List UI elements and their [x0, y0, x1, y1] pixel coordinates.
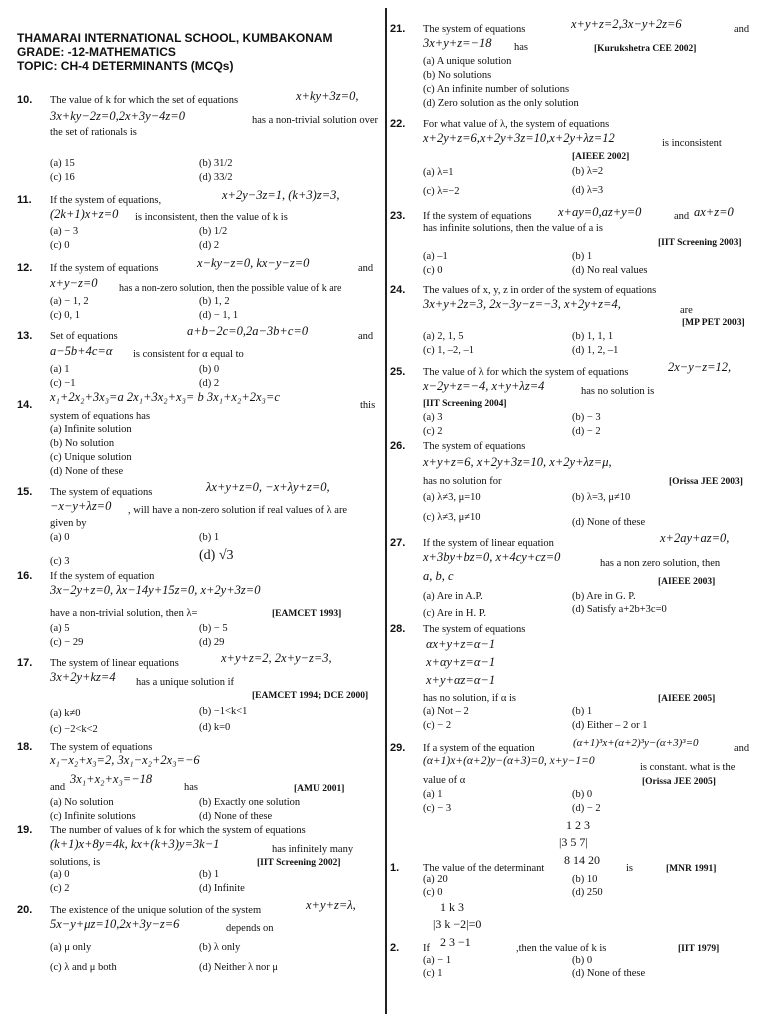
equation: a−5b+4c=α — [50, 344, 113, 358]
option-b: (b) 31/2 — [199, 158, 233, 169]
question-number: 16. — [17, 570, 33, 582]
question-text: and — [50, 782, 66, 793]
question-text: and — [358, 263, 374, 274]
option-b: (b) λ=2 — [572, 166, 604, 177]
option-c: (c) 1, –2, –1 — [423, 345, 475, 356]
question-number: 21. — [390, 23, 406, 35]
option-a: (a) λ=1 — [423, 167, 454, 178]
source-tag: [IIT Screening 2003] — [658, 238, 742, 248]
question-text: If the system of equations — [50, 263, 159, 274]
source-tag: [Kurukshetra CEE 2002] — [594, 44, 697, 54]
equation: x+y+z=6, x+2y+3z=10, x+2y+λz=μ, — [423, 455, 612, 469]
equation: x₁−x₂+x₃=2, 3x₁−x₂+2x₃=−6 — [50, 753, 200, 767]
option-d: (d) − 2 — [572, 803, 601, 814]
source-tag: [Orissa JEE 2003] — [669, 477, 743, 487]
question-text: The system of equations — [423, 24, 526, 35]
equation: αx+y+z=α−1 — [426, 637, 496, 651]
equation: (2k+1)x+z=0 — [50, 207, 119, 221]
source-tag: [AMU 2001] — [294, 784, 345, 794]
option-a: (a) Infinite solution — [50, 424, 132, 435]
question-text: The value of λ for which the system of equations — [423, 367, 629, 378]
option-d: (d) λ=3 — [572, 185, 604, 196]
question-text: ,then the value of k is — [516, 943, 607, 954]
option-b: (b) 1 — [199, 532, 220, 543]
question-number: 29. — [390, 742, 406, 754]
option-b: (b) No solution — [50, 438, 115, 449]
source-tag: [IIT 1979] — [678, 944, 720, 954]
question-text: the set of rationals is — [50, 127, 137, 138]
option-d: (d) None of these — [572, 968, 646, 979]
question-number: 14. — [17, 399, 33, 411]
equation: x+ay=0,az+y=0 — [558, 205, 642, 219]
question-text: has no solution for — [423, 476, 502, 487]
option-b: (b) 0 — [572, 955, 593, 966]
option-b: (b) − 5 — [199, 623, 228, 634]
question-text: solutions, is — [50, 857, 101, 868]
equation: x+2y−3z=1, (k+3)z=3, — [222, 188, 340, 202]
option-c: (c) Unique solution — [50, 452, 132, 463]
option-c: (c) 16 — [50, 172, 75, 183]
option-c: (c) 0 — [423, 887, 443, 898]
equation: x+y−z=0 — [50, 276, 98, 290]
option-d: (d) 2 — [199, 240, 220, 251]
question-number: 18. — [17, 741, 33, 753]
source-tag: [IIT Screening 2002] — [257, 858, 341, 868]
question-text: value of α — [423, 775, 466, 786]
option-d: (d) No real values — [572, 265, 648, 276]
option-d: (d) 2 — [199, 378, 220, 389]
option-a: (a) 2, 1, 5 — [423, 331, 464, 342]
question-text: The value of k for which the set of equations — [50, 95, 239, 106]
option-b: (b) Exactly one solution — [199, 797, 301, 808]
equation: x₁+2x₂+3x₃=a 2x₁+3x₂+x₃= b 3x₁+x₂+2x₃=c — [50, 390, 280, 404]
option-b: (b) −1<k<1 — [199, 706, 248, 717]
option-d: (d) − 2 — [572, 426, 601, 437]
equation: (α+1)³x+(α+2)³y−(α+3)³=0 — [573, 737, 699, 749]
option-b: (b) 0 — [572, 789, 593, 800]
option-b: (b) No solutions — [423, 70, 492, 81]
option-c: (c) Infinite solutions — [50, 811, 136, 822]
question-number: 22. — [390, 118, 406, 130]
option-b: (b) 1/2 — [199, 226, 228, 237]
equation: x+y+z=2, 2x+y−z=3, — [221, 651, 332, 665]
question-number: 19. — [17, 824, 33, 836]
option-b: (b) Are in G. P. — [572, 591, 636, 602]
option-c: (c) − 29 — [50, 637, 84, 648]
question-number: 25. — [390, 366, 406, 378]
option-c: (c) 0, 1 — [50, 310, 81, 321]
option-b: (b) 1 — [572, 251, 593, 262]
equation: x+2y+z=6,x+2y+3z=10,x+2y+λz=12 — [423, 131, 615, 145]
question-text: is constant. what is the — [640, 762, 736, 773]
option-c: (c) λ≠3, μ≠10 — [423, 512, 481, 523]
question-text: given by — [50, 518, 87, 529]
question-text: The existence of the unique solution of the system — [50, 905, 262, 916]
question-number: 17. — [17, 657, 33, 669]
question-text: The system of equations — [50, 742, 153, 753]
option-a: (a) 15 — [50, 158, 75, 169]
question-text: have a non-trivial solution, then λ= — [50, 608, 198, 619]
question-text: has no solution, if α is — [423, 693, 517, 704]
question-text: has — [514, 42, 528, 53]
question-text: If the system of equations, — [50, 195, 162, 206]
question-text: is — [626, 863, 634, 874]
equation: 3x₁+x₂+x₃=−18 — [70, 772, 153, 786]
question-number: 13. — [17, 330, 33, 342]
equation: x+y+z=2,3x−y+2z=6 — [571, 17, 682, 31]
option-d: (d) None of these — [199, 811, 273, 822]
option-a: (a) 0 — [50, 869, 70, 880]
question-text: If the system of linear equation — [423, 538, 554, 549]
determinant-row: |3 k −2|=0 — [433, 917, 482, 931]
question-text: Set of equations — [50, 331, 118, 342]
determinant-row: 2 3 −1 — [440, 935, 471, 949]
option-d: (d) Satisfy a+2b+3c=0 — [572, 604, 667, 615]
source-tag: [MP PET 2003] — [682, 318, 745, 328]
equation: 3x+y+z=−18 — [423, 36, 492, 50]
option-b: (b) 1, 2 — [199, 296, 230, 307]
option-c: (c) −1 — [50, 378, 76, 389]
question-text: and — [734, 24, 750, 35]
question-number: 24. — [390, 284, 406, 296]
question-text: has a non zero solution, then — [600, 558, 721, 569]
question-text: The value of the determinant — [423, 863, 545, 874]
equation: 3x+2y+kz=4 — [50, 670, 116, 684]
equation: x+αy+z=α−1 — [426, 655, 496, 669]
option-c: (c) −2<k<2 — [50, 724, 98, 735]
question-text: , will have a non-zero solution if real values of λ are — [128, 505, 348, 516]
question-text: If a system of the equation — [423, 743, 535, 754]
option-d: (d) 250 — [572, 887, 603, 898]
option-c: (c) 1 — [423, 968, 443, 979]
option-d: (d) − 1, 1 — [199, 310, 239, 321]
question-text: The system of equations — [50, 487, 153, 498]
question-text: and — [674, 211, 690, 222]
option-c: (c) λ and μ both — [50, 962, 117, 973]
equation: x+ky+3z=0, — [296, 89, 359, 103]
source-tag: [MNR 1991] — [666, 864, 717, 874]
equation: a, b, c — [423, 569, 454, 583]
question-number: 15. — [17, 486, 33, 498]
option-d: (d) Neither λ nor μ — [199, 962, 278, 973]
option-a: (a) A unique solution — [423, 56, 512, 67]
option-c: (c) Are in H. P. — [423, 608, 486, 619]
question-number: 26. — [390, 440, 406, 452]
grade-line: GRADE: -12-MATHEMATICS — [17, 45, 176, 59]
option-a: (a) − 3 — [50, 226, 79, 237]
option-a: (a) 3 — [423, 412, 443, 423]
question-number: 10. — [17, 94, 33, 106]
question-text: and — [358, 331, 374, 342]
question-text: system of equations has — [50, 411, 151, 422]
option-c: (c) An infinite number of solutions — [423, 84, 570, 95]
option-a: (a) 1 — [50, 364, 70, 375]
question-text: is consistent for α equal to — [133, 349, 244, 360]
school-name: THAMARAI INTERNATIONAL SCHOOL, KUMBAKONAM — [17, 31, 333, 45]
question-number: 20. — [17, 904, 33, 916]
option-a: (a) 20 — [423, 874, 448, 885]
option-d: (d) √3 — [199, 548, 234, 563]
question-number: 1. — [390, 862, 400, 874]
question-text: are — [680, 305, 693, 316]
option-a: (a) k≠0 — [50, 708, 81, 719]
equation: 3x−2y+z=0, λx−14y+15z=0, x+2y+3z=0 — [50, 583, 261, 597]
option-d: (d) None of these — [572, 517, 646, 528]
equation: 5x−y+μz=10,2x+3y−z=6 — [50, 917, 180, 931]
equation: λx+y+z=0, −x+λy+z=0, — [206, 480, 330, 494]
equation: x+3by+bz=0, x+4cy+cz=0 — [423, 550, 561, 564]
topic-line: TOPIC: CH-4 DETERMINANTS (MCQs) — [17, 59, 234, 73]
equation: 3x+y+2z=3, 2x−3y−z=−3, x+2y+z=4, — [423, 297, 621, 311]
question-number: 12. — [17, 262, 33, 274]
equation: 3x+ky−2z=0,2x+3y−4z=0 — [50, 109, 185, 123]
option-c: (c) 0 — [50, 240, 70, 251]
option-b: (b) 10 — [572, 874, 598, 885]
option-c: (c) 2 — [423, 426, 443, 437]
equation: 2x−y−z=12, — [668, 360, 732, 374]
equation: (k+1)x+8y=4k, kx+(k+3)y=3k−1 — [50, 837, 220, 851]
equation: −x−y+λz=0 — [50, 499, 112, 513]
question-text: has a non-zero solution, then the possible value of k are — [119, 283, 342, 294]
question-number: 23. — [390, 210, 406, 222]
equation: x+y+z=λ, — [306, 898, 356, 912]
equation: (α+1)x+(α+2)y−(α+3)=0, x+y−1=0 — [423, 755, 595, 767]
option-c: (c) 0 — [423, 265, 443, 276]
question-text: has a unique solution if — [136, 677, 234, 688]
question-text: has infinite solutions, then the value of a is — [423, 223, 603, 234]
option-a: (a) 1 — [423, 789, 443, 800]
option-a: (a) 5 — [50, 623, 70, 634]
option-c: (c) − 3 — [423, 803, 452, 814]
source-tag: [AIEEE 2005] — [658, 694, 716, 704]
option-d: (d) Either – 2 or 1 — [572, 720, 648, 731]
option-b: (b) λ only — [199, 942, 241, 953]
determinant-row: 1 k 3 — [440, 900, 464, 914]
option-a: (a) μ only — [50, 942, 92, 953]
equation: x+2ay+az=0, — [660, 531, 730, 545]
source-tag: [EAMCET 1993] — [272, 609, 342, 619]
question-number: 27. — [390, 537, 406, 549]
question-number: 11. — [17, 194, 32, 206]
source-tag: [EAMCET 1994; DCE 2000] — [252, 691, 369, 701]
option-b: (b) − 3 — [572, 412, 601, 423]
question-text: The system of equations — [423, 624, 526, 635]
equation: x−2y+z=−4, x+y+λz=4 — [423, 379, 545, 393]
option-c: (c) 2 — [50, 883, 70, 894]
option-b: (b) 0 — [199, 364, 220, 375]
question-text: has no solution is — [581, 386, 655, 397]
question-number: 28. — [390, 623, 406, 635]
source-tag: [IIT Screening 2004] — [423, 399, 507, 409]
column-divider — [385, 8, 387, 1014]
option-d: (d) 1, 2, –1 — [572, 345, 619, 356]
determinant-row: 1 2 3 — [566, 818, 590, 832]
option-d: (d) 29 — [199, 637, 225, 648]
equation: a+b−2c=0,2a−3b+c=0 — [187, 324, 309, 338]
question-text: If — [423, 943, 430, 954]
option-b: (b) λ=3, μ≠10 — [572, 492, 631, 503]
equation: ax+z=0 — [694, 205, 734, 219]
option-a: (a) No solution — [50, 797, 114, 808]
option-a: (a) λ≠3, μ=10 — [423, 492, 481, 503]
option-d: (d) Infinite — [199, 883, 245, 894]
question-text: is inconsistent, then the value of k is — [135, 212, 288, 223]
question-text: For what value of λ, the system of equations — [423, 119, 610, 130]
source-tag: [AIEEE 2002] — [572, 152, 630, 162]
determinant-row: |3 5 7| — [559, 835, 588, 849]
option-a: (a) –1 — [423, 251, 448, 262]
question-text: depends on — [226, 923, 274, 934]
question-text: is inconsistent — [662, 138, 722, 149]
question-text: The number of values of k for which the system of equations — [50, 825, 306, 836]
option-c: (c) 3 — [50, 556, 70, 567]
source-tag: [AIEEE 2003] — [658, 577, 716, 587]
option-d: (d) 33/2 — [199, 172, 233, 183]
question-text: has infinitely many — [272, 844, 354, 855]
option-b: (b) 1 — [199, 869, 220, 880]
question-text: The values of x, y, z in order of the system of equations — [423, 285, 657, 296]
option-a: (a) − 1 — [423, 955, 452, 966]
option-d: (d) Zero solution as the only solution — [423, 98, 579, 109]
right-column — [388, 0, 768, 1024]
option-a: (a) − 1, 2 — [50, 296, 89, 307]
option-c: (c) λ=−2 — [423, 186, 460, 197]
option-c: (c) − 2 — [423, 720, 452, 731]
option-a: (a) Are in A.P. — [423, 591, 483, 602]
source-tag: [Orissa JEE 2005] — [642, 777, 716, 787]
question-text: has — [184, 782, 198, 793]
option-b: (b) 1, 1, 1 — [572, 331, 614, 342]
option-d: (d) k=0 — [199, 722, 231, 733]
question-text: The system of linear equations — [50, 658, 179, 669]
question-number: 2. — [390, 942, 400, 954]
determinant-row: 8 14 20 — [564, 853, 600, 867]
question-text: this — [360, 400, 376, 411]
equation: x−ky−z=0, kx−y−z=0 — [197, 256, 310, 270]
question-text: and — [734, 743, 750, 754]
option-b: (b) 1 — [572, 706, 593, 717]
equation: x+y+αz=α−1 — [426, 673, 496, 687]
question-text: If the system of equations — [423, 211, 532, 222]
option-a: (a) 0 — [50, 532, 70, 543]
option-a: (a) Not – 2 — [423, 706, 469, 717]
question-text: has a non-trivial solution over — [252, 115, 378, 126]
question-text: The system of equations — [423, 441, 526, 452]
question-text: If the system of equation — [50, 571, 155, 582]
option-d: (d) None of these — [50, 466, 124, 477]
